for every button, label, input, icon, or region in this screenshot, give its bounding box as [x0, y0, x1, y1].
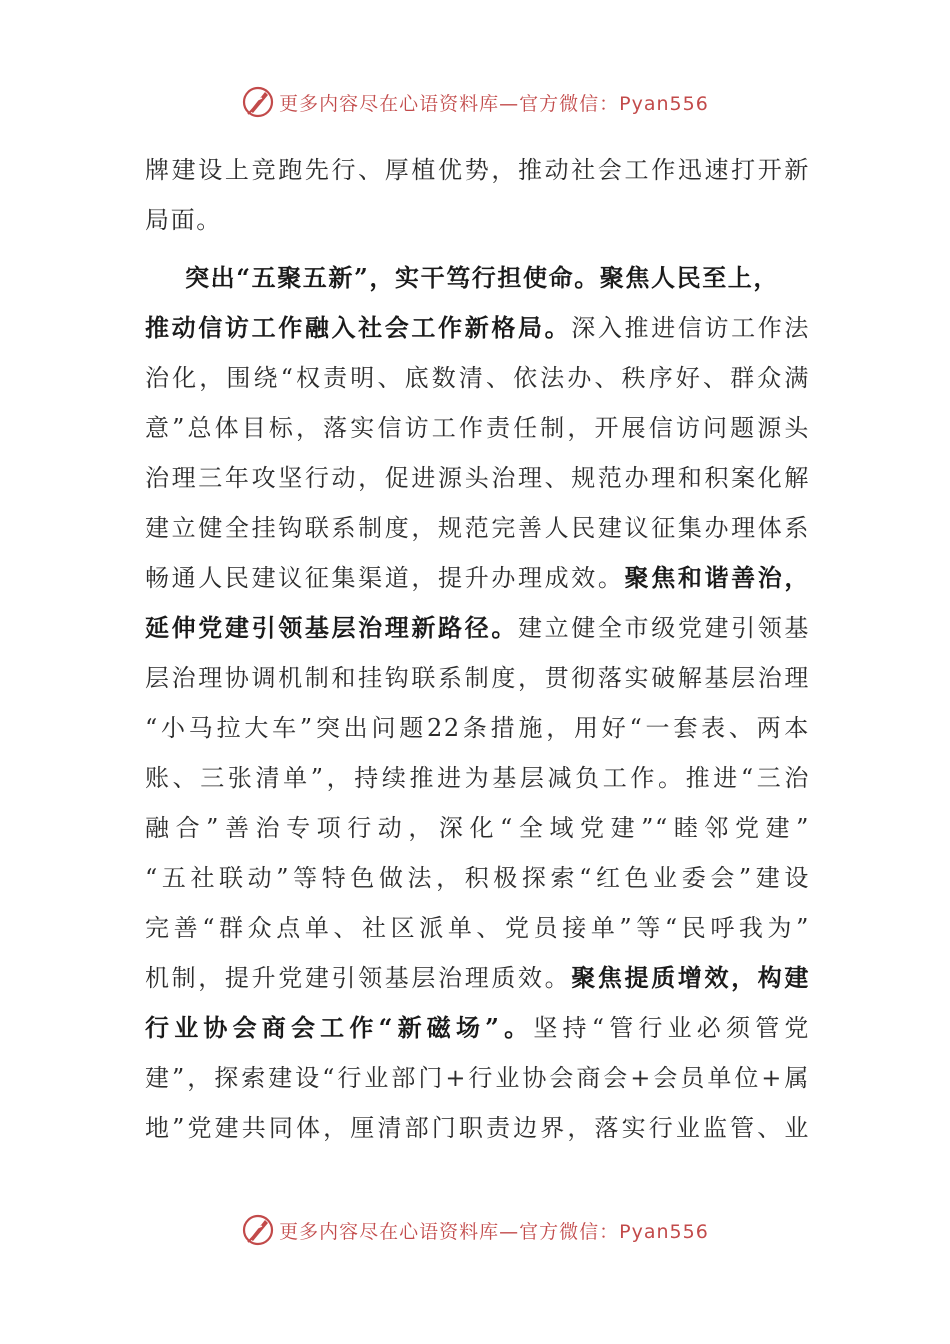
text-segment: 机制，提升党建引领基层治理质效。: [145, 964, 572, 992]
text-line: [145, 145, 810, 195]
bold-text-segment: 聚焦提质增效，构建: [571, 963, 810, 992]
text-line: [145, 753, 810, 803]
text-segment: 地”党建共同体，厘清部门职责边界，落实行业监管、业: [145, 1114, 810, 1142]
text-line: [145, 403, 810, 453]
text-line: [145, 1003, 810, 1053]
text-segment: “小马拉大车”突出问题22条措施，用好“一套表、两本: [145, 714, 810, 742]
text-segment: 深入推进信访工作法: [571, 314, 810, 342]
text-segment: 牌建设上竞跑先行、厚植优势，推动社会工作迅速打开新: [145, 156, 810, 184]
text-segment: “五社联动”等特色做法，积极探索“红色业委会”建设: [145, 864, 810, 892]
text-line: [145, 653, 810, 703]
quill-pen-logo-icon: [241, 85, 275, 119]
text-segment: 建立健全挂钩联系制度，规范完善人民建议征集办理体系: [145, 514, 810, 542]
bold-text-segment: 聚焦和谐善治，: [624, 563, 810, 592]
text-line: [145, 853, 810, 903]
text-segment: 治化，围绕“权责明、底数清、依法办、秩序好、群众满: [145, 364, 810, 392]
text-line: [145, 453, 810, 503]
text-line: [145, 603, 810, 653]
text-line: [145, 503, 810, 553]
bold-text-segment: 行业协会商会工作“新磁场”。: [145, 1013, 534, 1042]
text-line: [145, 253, 810, 303]
quill-pen-logo-icon: [241, 1213, 275, 1247]
bold-text-segment: 突出“五聚五新”，实干笃行担使命。聚焦人民至上，: [185, 263, 780, 292]
text-line: [145, 1053, 810, 1103]
text-segment: 建立健全市级党建引领基: [517, 614, 810, 642]
text-segment: 建”，探索建设“行业部门+行业协会商会+会员单位+属: [145, 1064, 810, 1092]
text-line: [145, 303, 810, 353]
text-line: [145, 195, 810, 245]
text-line: [145, 803, 810, 853]
text-segment: 畅通人民建议征集渠道，提升办理成效。: [145, 564, 625, 592]
banner-text: 更多内容尽在心语资料库—官方微信：Pyan556: [279, 92, 709, 115]
bold-text-segment: 延伸党建引领基层治理新路径。: [145, 613, 518, 642]
banner-text: 更多内容尽在心语资料库—官方微信：Pyan556: [279, 1220, 709, 1243]
text-segment: 坚持“管行业必须管党: [533, 1014, 810, 1042]
document-body: [145, 145, 810, 1153]
text-segment: 完善“群众点单、社区派单、党员接单”等“民呼我为”: [145, 914, 810, 942]
text-line: [145, 553, 810, 603]
footer-watermark-banner: [0, 1210, 950, 1250]
text-line: [145, 703, 810, 753]
text-line: [145, 353, 810, 403]
text-segment: 意”总体目标，落实信访工作责任制，开展信访问题源头: [145, 414, 810, 442]
text-line: [145, 1103, 810, 1153]
bold-text-segment: 推动信访工作融入社会工作新格局。: [145, 313, 572, 342]
text-segment: 账、三张清单”，持续推进为基层减负工作。推进“三治: [145, 764, 810, 792]
text-segment: 融合”善治专项行动，深化“全域党建”“睦邻党建”: [145, 814, 810, 842]
text-line: [145, 953, 810, 1003]
text-segment: 局面。: [145, 206, 222, 234]
header-watermark-banner: [0, 82, 950, 122]
text-segment: 治理三年攻坚行动，促进源头治理、规范办理和积案化解: [145, 464, 810, 492]
text-segment: 层治理协调机制和挂钩联系制度，贯彻落实破解基层治理: [145, 664, 810, 692]
text-line: [145, 903, 810, 953]
